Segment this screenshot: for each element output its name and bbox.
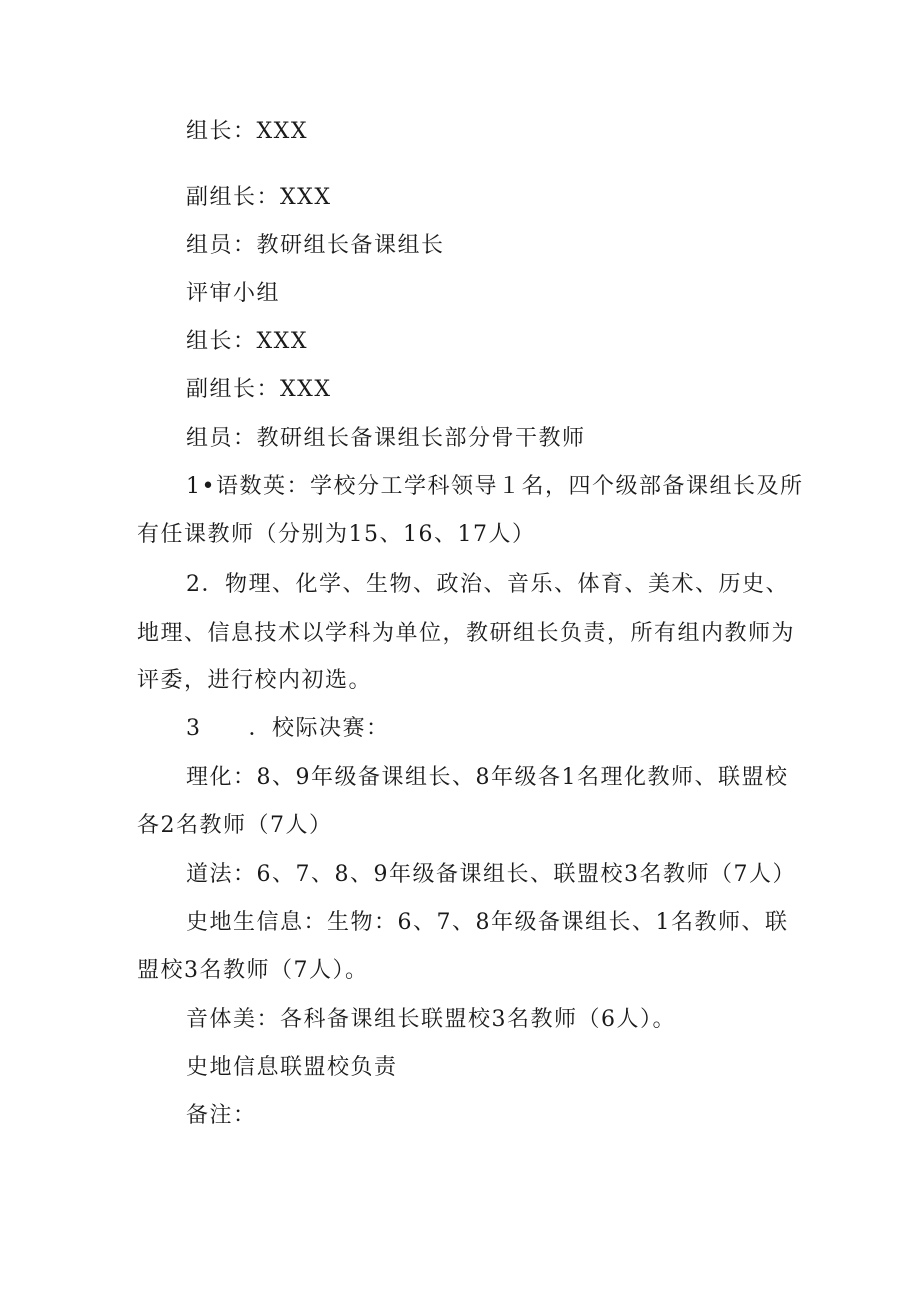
text-line: 备注： — [186, 1103, 257, 1128]
text-line: 组长：XXX — [186, 329, 308, 354]
text-line: 2．物理、化学、生物、政治、音乐、体育、美术、历史、 — [186, 572, 789, 597]
text-line: 副组长：XXX — [186, 377, 332, 402]
text-line: 地理、信息技术以学科为单位，教研组长负责，所有组内教师为 — [137, 621, 796, 646]
text-line: 1•语数英：学校分工学科领导１名，四个级部备课组长及所 — [186, 474, 804, 499]
text-line: 3 ．校际决赛： — [186, 716, 390, 741]
text-line: 理化：8、9年级备课组长、8年级各1名理化教师、联盟校 — [186, 765, 789, 790]
text-line: 史地信息联盟校负责 — [186, 1055, 398, 1080]
text-line: 各2名教师（7人） — [137, 813, 333, 838]
text-line: 组员：教研组长备课组长 — [186, 233, 445, 258]
text-line: 评委，进行校内初选。 — [137, 668, 373, 693]
text-line: 评审小组 — [186, 281, 281, 306]
text-line: 道法：6、7、8、9年级备课组长、联盟校3名教师（7人） — [186, 862, 796, 887]
text-line: 副组长：XXX — [186, 185, 332, 210]
text-line: 组长：XXX — [186, 119, 308, 144]
text-line: 组员：教研组长备课组长部分骨干教师 — [186, 426, 586, 451]
text-line: 有任课教师（分别为15、16、17人） — [137, 522, 536, 547]
text-line: 音体美：各科备课组长联盟校3名教师（6人）。 — [186, 1007, 676, 1032]
text-line: 史地生信息：生物：6、7、8年级备课组长、1名教师、联 — [186, 910, 789, 935]
text-line: 盟校3名教师（7人）。 — [137, 958, 369, 983]
